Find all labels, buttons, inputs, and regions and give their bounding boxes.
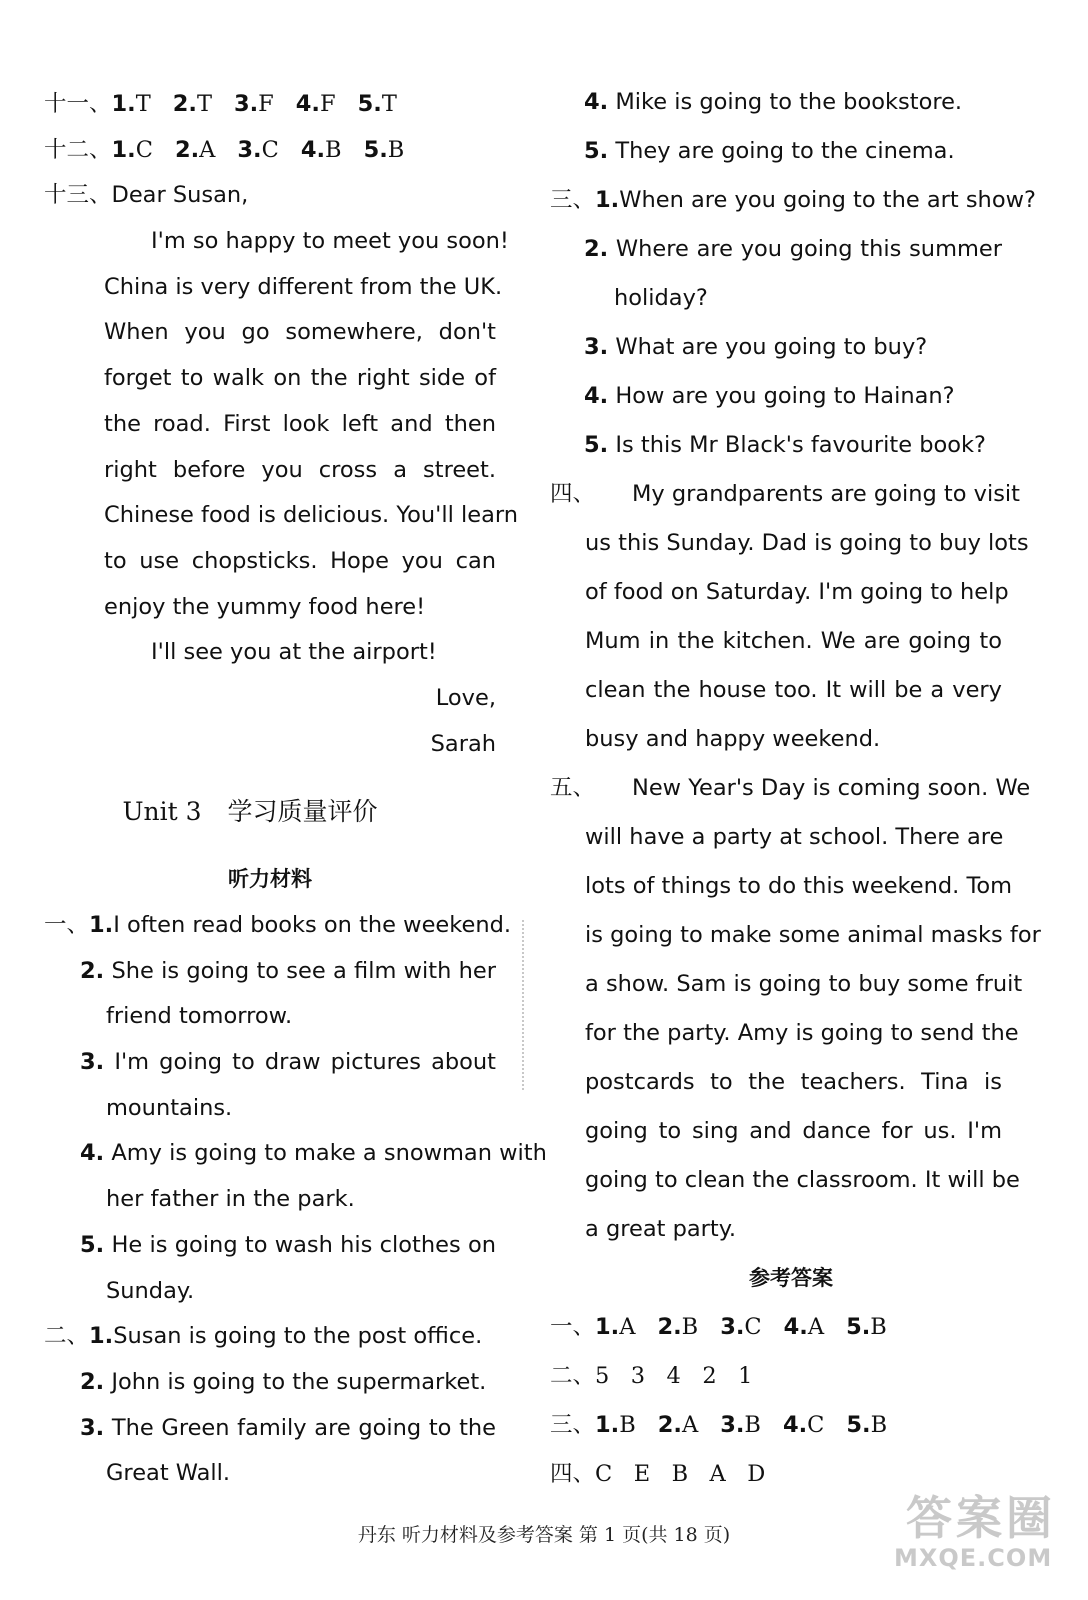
question-line: Sunday. xyxy=(106,1277,195,1304)
letter-greeting: Dear Susan, xyxy=(111,182,249,209)
question-line: friend tomorrow. xyxy=(106,1003,293,1030)
passage-line: is going to make some animal masks for xyxy=(585,922,1041,948)
answer-row-12: 十二、1.C 2.A 3.C 4.B 5.B xyxy=(44,136,405,163)
answer-row-2 xyxy=(550,1352,1002,1401)
question-line: Great Wall. xyxy=(106,1460,231,1487)
passage-line: clean the house too. It will be a very xyxy=(585,677,1002,703)
passage-line: lots of things to do this weekend. Tom xyxy=(585,873,1013,899)
question-line: He is going to wash his clothes on xyxy=(111,1231,497,1258)
letter-line: the road. First look left and then xyxy=(104,410,496,437)
section-marker: 十三、 xyxy=(44,182,112,209)
section-marker: 二、 xyxy=(44,1323,90,1350)
question-line: What are you going to buy? xyxy=(615,334,928,360)
section-marker: 一、 xyxy=(550,1314,596,1340)
left-column xyxy=(44,82,547,1497)
question-line: She is going to see a film with her xyxy=(111,957,496,984)
passage-line: going to clean the classroom. It will be xyxy=(585,1167,1020,1193)
watermark-text: 答案圈 xyxy=(906,1491,1056,1545)
watermark-url: MXQE.COM xyxy=(894,1544,1053,1572)
question-line: Where are you going this summer xyxy=(615,236,1002,262)
watermark-logo xyxy=(888,1482,1068,1582)
right-column xyxy=(550,78,1041,1499)
passage-line: My grandparents are going to visit xyxy=(632,481,1021,507)
answer-row-3: 三、1.B 2.A 3.B 4.C 5.B xyxy=(550,1412,888,1438)
section-marker: 一、 xyxy=(44,912,90,938)
passage-line: busy and happy weekend. xyxy=(585,726,881,752)
letter-sign-love: Love, xyxy=(435,684,496,711)
question-line: I'm going to draw pictures about xyxy=(114,1049,496,1076)
section-marker: 四、 xyxy=(550,1461,596,1487)
answer-row-1: 一、1.A 2.B 3.C 4.A 5.B xyxy=(550,1314,887,1340)
listening-part-2: 二、 1. Susan is going to the post office. 2. John is going to the supermarket. 3. The Green family are going to the Great Wall. xyxy=(44,1314,496,1497)
letter-line: I'm so happy to meet you soon! xyxy=(151,228,509,255)
passage-line: postcards to the teachers. Tina is xyxy=(585,1069,1002,1095)
letter-closing: I'll see you at the airport! xyxy=(151,639,437,666)
listening-title: 听力材料 xyxy=(228,867,312,892)
unit-title: 学习质量评价 xyxy=(227,797,378,827)
section-marker: 三、 xyxy=(550,187,596,213)
section-marker: 四、 xyxy=(550,481,596,507)
question-line: Amy is going to make a snowman with xyxy=(111,1140,547,1167)
letter-line: When you go somewhere, don't xyxy=(104,319,496,346)
letter xyxy=(44,173,518,767)
letter-line: forget to walk on the right side of xyxy=(104,365,496,392)
passage-line: a show. Sam is going to buy some fruit xyxy=(585,971,1023,997)
listening-part-3: 三、 1. When are you going to the art show? 2. Where are you going this summer holiday? 3. What are you going to buy? 4. How are you going to Hainan? 5. Is this Mr Black's favourite book? xyxy=(550,176,1002,470)
passage-line: New Year's Day is coming soon. We xyxy=(632,775,1031,801)
question-line: They are going to the cinema. xyxy=(615,138,955,164)
question-line: John is going to the supermarket. xyxy=(111,1368,487,1395)
listening-part-1: 一、 1. I often read books on the weekend. 2. She is going to see a film with her friend tomorrow. 3. I'm going to draw pictures about mountains. 4. Amy is going to make a snowman with her father in the park. 5. He is going to wash his clothes on Sunday. xyxy=(44,903,496,1314)
letter-line: China is very different from the UK. xyxy=(104,273,503,300)
question-line: The Green family are going to the xyxy=(111,1414,496,1441)
column-divider xyxy=(522,920,524,1090)
question-line: her father in the park. xyxy=(106,1186,355,1213)
question-line: holiday? xyxy=(614,285,708,311)
section-marker: 二、 xyxy=(550,1363,596,1389)
letter-line: enjoy the yummy food here! xyxy=(104,593,426,620)
letter-line: Chinese food is delicious. You'll learn xyxy=(104,502,518,529)
listening-part-5 xyxy=(550,764,1041,1254)
passage-line: will have a party at school. There are xyxy=(585,824,1004,850)
passage-line: a great party. xyxy=(585,1216,736,1242)
letter-sign-name: Sarah xyxy=(430,730,496,757)
listening-part-4 xyxy=(550,470,1029,764)
letter-line: right before you cross a street. xyxy=(104,456,496,483)
letter-line: to use chopsticks. Hope you can xyxy=(104,547,496,574)
passage-line: Mum in the kitchen. We are going to xyxy=(585,628,1002,654)
passage-line: going to sing and dance for us. I'm xyxy=(585,1118,1002,1144)
question-line: Mike is going to the bookstore. xyxy=(615,89,963,115)
question-line: mountains. xyxy=(106,1094,233,1121)
answer-sequence: 5 3 4 2 1 xyxy=(595,1363,753,1389)
answers-title: 参考答案 xyxy=(749,1266,833,1290)
question-line: When are you going to the art show? xyxy=(619,187,1036,213)
passage-line: for the party. Amy is going to send the xyxy=(585,1020,1019,1046)
unit-label: Unit 3 xyxy=(122,797,202,827)
section-marker: 三、 xyxy=(550,1412,596,1438)
listening-part-2-continued: 4. Mike is going to the bookstore. 5. They are going to the cinema. xyxy=(584,89,963,164)
question-line: Is this Mr Black's favourite book? xyxy=(615,432,986,458)
answer-sequence: C E B A D xyxy=(595,1461,766,1487)
page-footer: 丹东 听力材料及参考答案 第 1 页(共 18 页) xyxy=(357,1524,731,1546)
question-line: I often read books on the weekend. xyxy=(113,912,512,938)
question-line: How are you going to Hainan? xyxy=(615,383,955,409)
passage-line: of food on Saturday. I'm going to help xyxy=(585,579,1009,605)
question-line: Susan is going to the post office. xyxy=(113,1323,483,1350)
unit-heading xyxy=(44,767,496,857)
answer-row-11: 十一、1.T 2.T 3.F 4.F 5.T xyxy=(44,91,397,117)
section-marker: 十一、 xyxy=(44,91,112,117)
section-marker: 五、 xyxy=(550,775,596,801)
passage-line: us this Sunday. Dad is going to buy lots xyxy=(585,530,1029,556)
section-marker: 十二、 xyxy=(44,136,112,163)
